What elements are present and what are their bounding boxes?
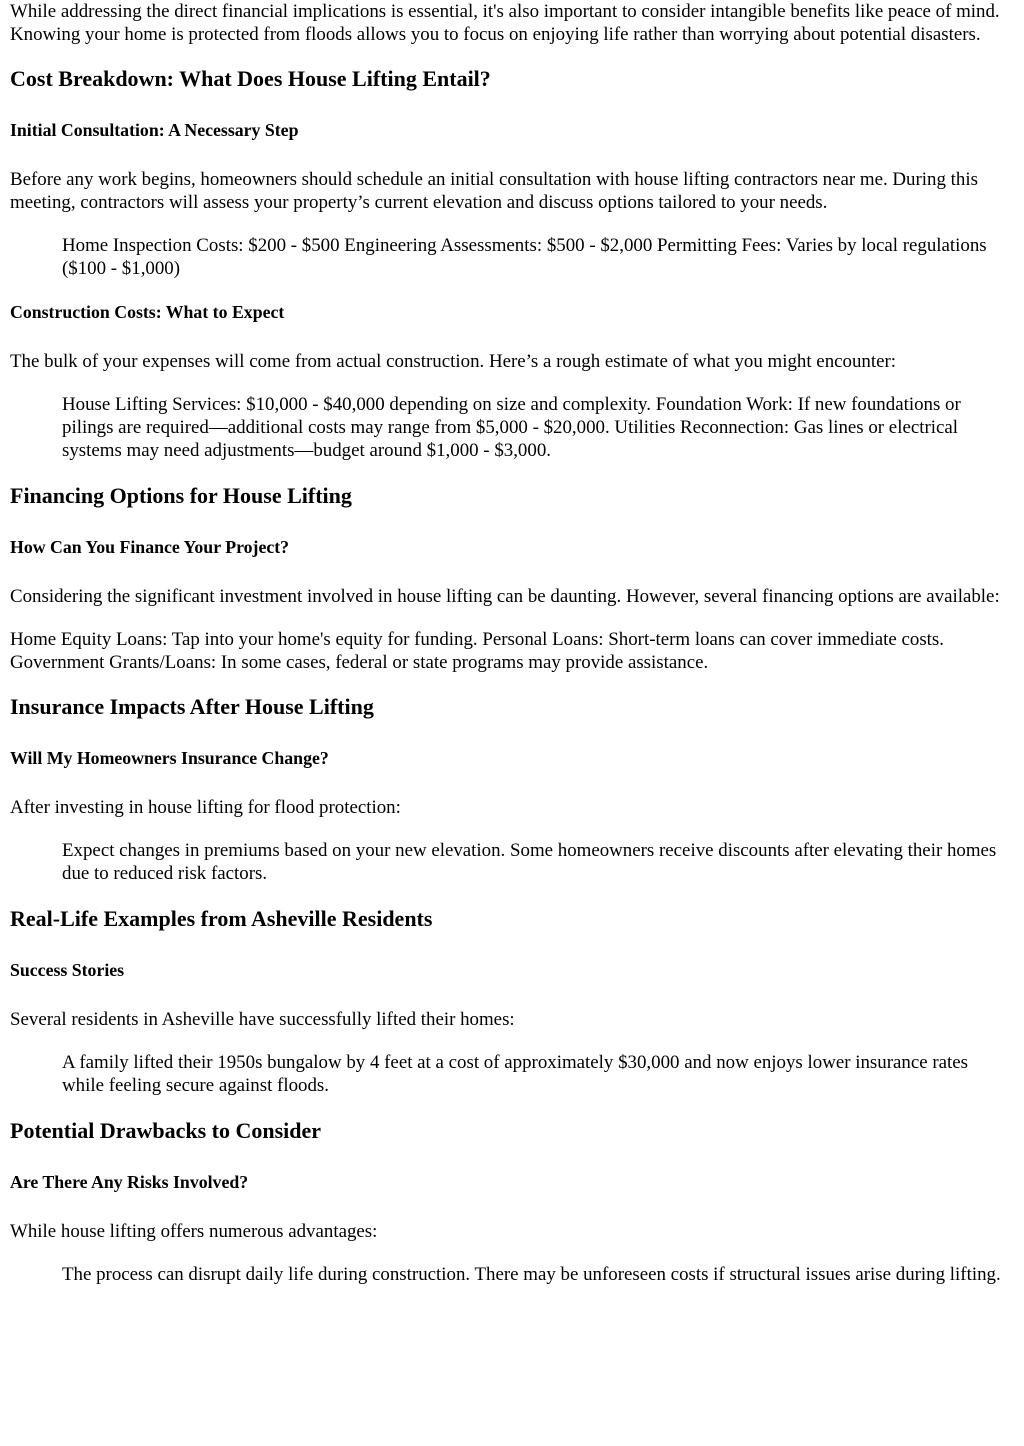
initial-consultation-heading: Initial Consultation: A Necessary Step <box>10 120 299 140</box>
financing-paragraph: Considering the significant investment involved in house lifting can be daunting. However, several financing options are available: <box>10 586 1000 607</box>
financing-subheading: How Can You Finance Your Project? <box>10 537 290 557</box>
construction-costs-paragraph: The bulk of your expenses will come from actual construction. Here’s a rough estimate of what you might encounter: <box>10 351 897 372</box>
insurance-paragraph: After investing in house lifting for flood protection: <box>10 797 401 818</box>
insurance-heading: Insurance Impacts After House Lifting <box>10 694 374 719</box>
examples-paragraph: Several residents in Asheville have successfully lifted their homes: <box>10 1009 515 1030</box>
consultation-costs-quote: Home Inspection Costs: $200 - $500 Engineering Assessments: $500 - $2,000 Permitting Fees: Varies by local regulations ($100 - $1,000) <box>62 235 987 279</box>
drawbacks-heading: Potential Drawbacks to Consider <box>10 1118 322 1143</box>
insurance-subheading: Will My Homeowners Insurance Change? <box>10 748 329 768</box>
initial-consultation-paragraph: Before any work begins, homeowners should schedule an initial consultation with house lifting contractors near me. During this meeting, contractors will assess your property’s current elevation and discuss options tailored to your needs. <box>10 169 978 213</box>
financing-options-paragraph: Home Equity Loans: Tap into your home's equity for funding. Personal Loans: Short-term loans can cover immediate costs. Government Grants/Loans: In some cases, federal or state programs may provide assistance. <box>10 629 945 673</box>
cost-breakdown-heading: Cost Breakdown: What Does House Lifting Entail? <box>10 66 491 91</box>
construction-costs-heading: Construction Costs: What to Expect <box>10 302 285 322</box>
examples-heading: Real-Life Examples from Asheville Residents <box>10 906 433 931</box>
financing-heading: Financing Options for House Lifting <box>10 483 352 508</box>
examples-subheading: Success Stories <box>10 960 125 980</box>
drawbacks-quote: The process can disrupt daily life during construction. There may be unforeseen costs if structural issues arise during lifting. <box>62 1264 1001 1285</box>
drawbacks-subheading: Are There Any Risks Involved? <box>10 1172 249 1192</box>
examples-quote: A family lifted their 1950s bungalow by 4 feet at a cost of approximately $30,000 and now enjoys lower insurance rates while feeling secure against floods. <box>62 1052 968 1096</box>
drawbacks-paragraph: While house lifting offers numerous advantages: <box>10 1221 378 1242</box>
intro-paragraph: While addressing the direct financial implications is essential, it's also important to consider intangible benefits like peace of mind. Knowing your home is protected from floods allows you to focus on enjoying life rather than worrying about potential disasters. <box>10 1 1000 45</box>
insurance-quote: Expect changes in premiums based on your new elevation. Some homeowners receive discounts after elevating their homes due to reduced risk factors. <box>62 840 997 884</box>
construction-costs-quote: House Lifting Services: $10,000 - $40,000 depending on size and complexity. Foundation Work: If new foundations or pilings are required—additional costs may range from $5,000 - $20,000. Utilities Reconnection: Gas lines or electrical systems may need adjustments—budget around $1,000 - $3,000. <box>62 394 961 461</box>
